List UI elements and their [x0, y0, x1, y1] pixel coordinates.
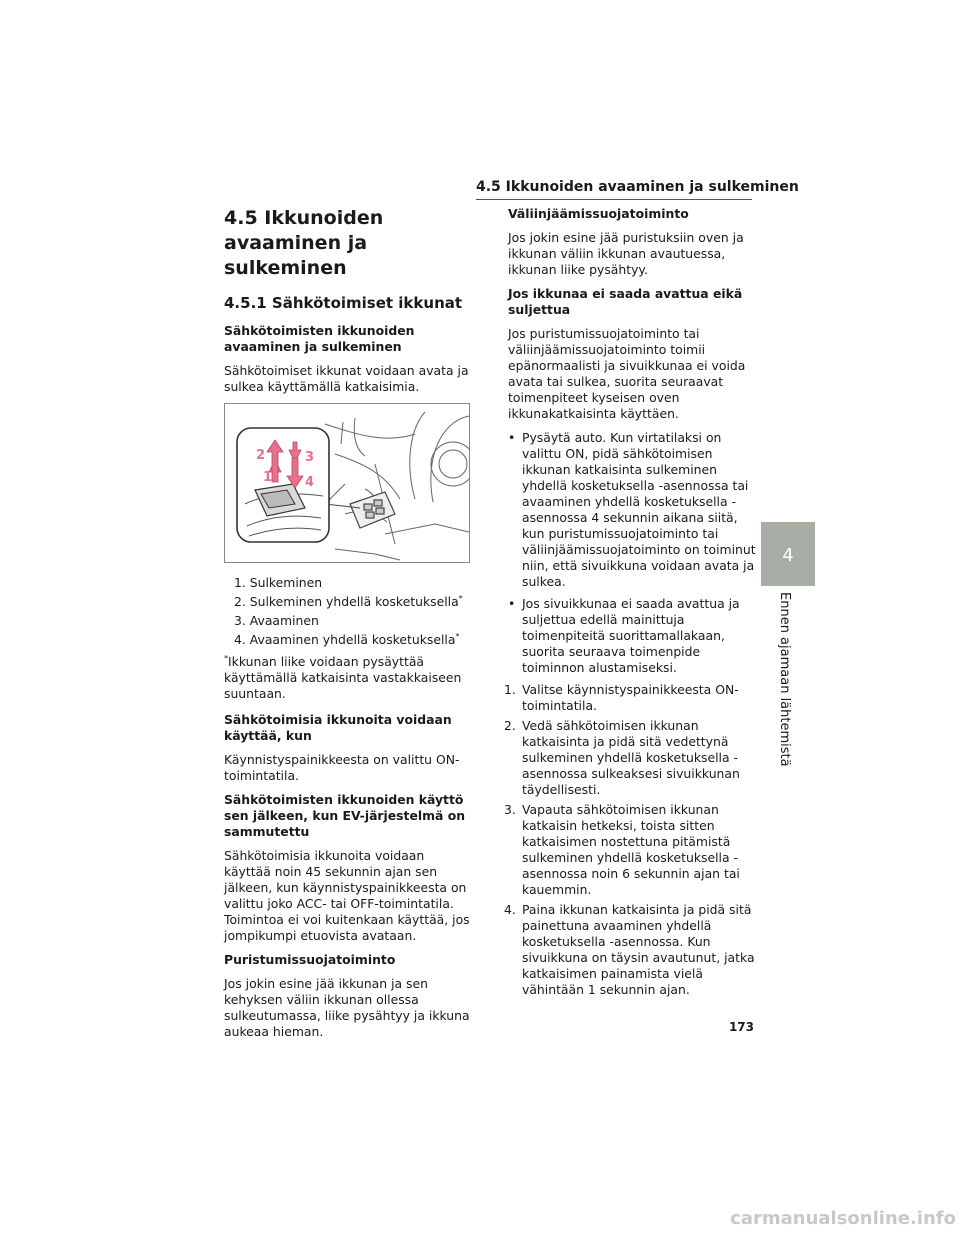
left-column [224, 206, 470, 1048]
paragraph-usable: Käynnistyspainikkeesta on valittu ON-toimintatila. [224, 752, 460, 783]
main-heading: 4.5 Ikkunoiden avaaminen ja sulkeminen [224, 207, 384, 279]
heading-catch-protection: Väliinjäämissuojatoiminto [508, 206, 689, 221]
paragraph-after-shutdown: Sähkötoimisia ikkunoita voidaan käyttää noin 45 sekunnin ajan sen jälkeen, kun käynnistyspainikkeesta on valittu joko ACC- tai OFF-toimintatila. Toimintoa ei voi kuitenkaan käyttää, jos jompikumpi etuovista avataan. [224, 848, 470, 943]
bullet-item: • Jos sivuikkunaa ei saada avattua ja suljettua edellä mainittuja toimenpiteitä suorittamallakaan, suorita seuraava toimenpide toiminnon alustamiseksi. [508, 596, 740, 675]
page-number: 173 [728, 1020, 754, 1034]
list-item: 3. Avaaminen [234, 613, 319, 628]
list-item: 4. Avaaminen yhdellä kosketuksella* [234, 631, 460, 647]
header-rule [476, 199, 752, 200]
figure-label-1: 1 [263, 470, 273, 485]
heading-pinch-protection: Puristumissuojatoiminto [224, 952, 396, 967]
step-item: 1. Valitse käynnistyspainikkeesta ON-toimintatila. [504, 682, 739, 713]
list-item: 1. Sulkeminen [234, 575, 323, 590]
figure-label-2: 2 [256, 448, 266, 463]
window-switch-drawing [225, 404, 469, 562]
heading-open-close: Sähkötoimisten ikkunoiden avaaminen ja sulkeminen [224, 323, 415, 354]
paragraph-open-close: Sähkötoimiset ikkunat voidaan avata ja sulkea käyttämällä katkaisimia. [224, 363, 469, 394]
step-item: 4. Paina ikkunan katkaisinta ja pidä sitä painettuna avaaminen yhdellä kosketuksella -asennossa. Kun sivuikkuna on täysin avautunut, jatka katkaisimen painamista vielä vähintään 1 sekunnin ajan. [504, 902, 755, 997]
switch-positions-list [224, 575, 470, 648]
paragraph-catch-protection: Jos jokin esine jää puristuksiin oven ja ikkunan väliin ikkunan avautuessa, ikkunan liike pysähtyy. [508, 230, 744, 277]
step-item: 2. Vedä sähkötoimisen ikkunan katkaisinta ja pidä sitä vedettynä sulkeminen yhdellä kosketuksella -asennossa sulkeaksesi sivuikkunan täydellisesti. [504, 718, 740, 797]
paragraph-pinch-protection: Jos jokin esine jää ikkunan ja sen kehyksen väliin ikkunan ollessa sulkeutumassa, liike pysähtyy ja ikkuna aukeaa hieman. [224, 976, 470, 1039]
paragraph-cannot-open: Jos puristumissuojatoiminto tai väliinjäämissuojatoiminto toimii epänormaalisti ja sivuikkunaa ei voida avata tai sulkea, suorita seuraavat toimenpiteet kyseisen oven ikkunakatkaisinta käyttäen. [508, 326, 746, 421]
footnote: *Ikkunan liike voidaan pysäyttää käyttämällä katkaisinta vastakkaiseen suuntaan. [224, 653, 462, 701]
window-switch-illustration [224, 403, 470, 563]
chapter-number: 4 [782, 545, 794, 566]
figure-label-4: 4 [305, 475, 315, 490]
sub-heading: 4.5.1 Sähkötoimiset ikkunat [224, 294, 463, 312]
heading-cannot-open: Jos ikkunaa ei saada avattua eikä suljettua [508, 286, 743, 317]
bullet-item: • Pysäytä auto. Kun virtatilaksi on valittu ON, pidä sähkötoimisen ikkunan katkaisinta sulkeminen yhdellä kosketuksella -asennossa tai avaaminen yhdellä kosketuksella -asennossa 4 sekunnin aikana siitä, kun puristumissuojatoiminto tai väliinjäämissuojatoiminto on toiminut niin, että sivuikkuna voidaan avata ja sulkea. [508, 430, 756, 589]
list-item: 2. Sulkeminen yhdellä kosketuksella* [234, 593, 463, 609]
watermark: carmanualsonline.info [730, 1208, 956, 1229]
chapter-title: Ennen ajamaan lähtemistä [777, 592, 792, 767]
heading-after-shutdown: Sähkötoimisten ikkunoiden käyttö sen jälkeen, kun EV-järjestelmä on sammutettu [224, 792, 466, 839]
step-item: 3. Vapauta sähkötoimisen ikkunan katkaisin hetkeksi, toista sitten katkaisimen nostettuna pitämistä sulkeminen yhdellä kosketuksella -asennossa noin 6 sekunnin ajan tai kauemmin. [504, 802, 740, 897]
figure-label-3: 3 [305, 450, 315, 465]
right-column [504, 206, 756, 1002]
running-header: 4.5 Ikkunoiden avaaminen ja sulkeminen [476, 179, 799, 195]
heading-usable: Sähkötoimisia ikkunoita voidaan käyttää, kun [224, 712, 452, 743]
reset-steps-list [504, 682, 756, 998]
